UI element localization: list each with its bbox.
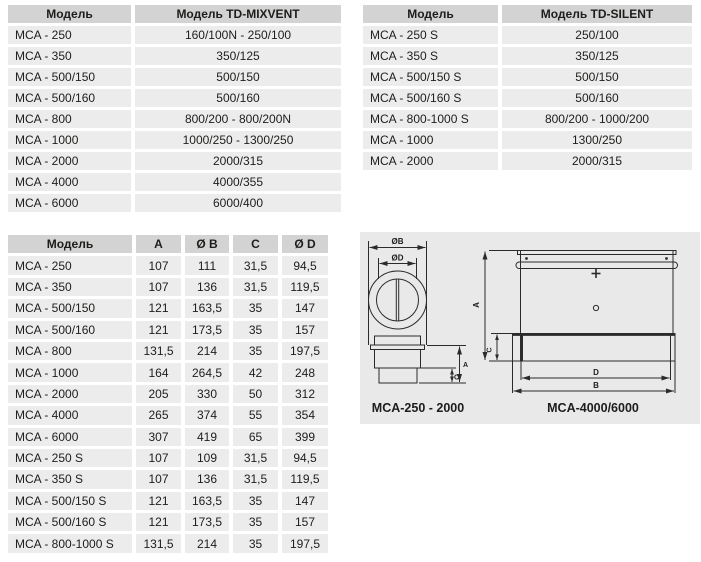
table-row bbox=[8, 131, 341, 149]
damper-circle bbox=[369, 271, 427, 329]
table-row bbox=[8, 278, 328, 296]
table-row bbox=[8, 513, 328, 531]
dim-a-left bbox=[419, 346, 468, 384]
table-row bbox=[8, 321, 328, 339]
table-row bbox=[8, 173, 341, 191]
box-body bbox=[516, 251, 678, 334]
value-cell: 500/150 bbox=[502, 68, 692, 86]
model-cell: MCA - 1000 bbox=[363, 131, 498, 149]
table-row bbox=[8, 299, 328, 317]
screw-dot bbox=[665, 257, 668, 260]
value-cell: 119,5 bbox=[282, 278, 328, 296]
table-header-row bbox=[363, 5, 692, 23]
value-cell: 4000/355 bbox=[135, 173, 341, 191]
value-cell: 35 bbox=[233, 534, 278, 552]
value-cell: 65 bbox=[233, 428, 278, 446]
dim-od-label: ØD bbox=[391, 253, 404, 263]
value-cell: 107 bbox=[136, 470, 181, 488]
value-cell: 94,5 bbox=[282, 256, 328, 274]
value-cell: 214 bbox=[185, 534, 229, 552]
model-cell: MCA - 350 S bbox=[8, 470, 132, 488]
value-cell: 157 bbox=[282, 321, 328, 339]
table-row bbox=[8, 534, 328, 552]
left-drawing-caption: MCA-250 - 2000 bbox=[371, 401, 465, 415]
table-row bbox=[8, 89, 341, 107]
value-cell: 2000/315 bbox=[502, 152, 692, 170]
value-cell: 109 bbox=[185, 449, 229, 467]
table-row bbox=[8, 385, 328, 403]
value-cell: 131,5 bbox=[136, 534, 181, 552]
table-row bbox=[8, 68, 341, 86]
dimension-drawings-panel bbox=[360, 232, 700, 424]
column-header-td-silent: Модель TD-SILENT bbox=[502, 5, 692, 23]
value-cell: 248 bbox=[282, 363, 328, 381]
table-row bbox=[8, 428, 328, 446]
value-cell: 205 bbox=[136, 385, 181, 403]
model-cell: MCA - 250 S bbox=[8, 449, 132, 467]
column-header-od: Ø D bbox=[282, 235, 328, 253]
model-cell: MCA - 6000 bbox=[8, 194, 131, 212]
table-row bbox=[8, 110, 341, 128]
value-cell: 35 bbox=[233, 321, 278, 339]
value-cell: 119,5 bbox=[282, 470, 328, 488]
column-header-ob: Ø B bbox=[185, 235, 229, 253]
value-cell: 147 bbox=[282, 492, 328, 510]
value-cell: 107 bbox=[136, 256, 181, 274]
value-cell: 800/200 - 800/200N bbox=[135, 110, 341, 128]
drawing-damper-front-view bbox=[369, 237, 469, 415]
model-cell: MCA - 350 S bbox=[363, 47, 498, 65]
table-header-row bbox=[8, 5, 341, 23]
table-row bbox=[8, 26, 341, 44]
model-cell: MCA - 250 S bbox=[363, 26, 498, 44]
value-cell: 35 bbox=[233, 513, 278, 531]
value-cell: 307 bbox=[136, 428, 181, 446]
dim-od bbox=[379, 254, 417, 280]
column-header-a: A bbox=[136, 235, 181, 253]
table-row bbox=[8, 152, 341, 170]
model-cell: MCA - 800 bbox=[8, 342, 132, 360]
value-cell: 121 bbox=[136, 513, 181, 531]
model-cell: MCA - 2000 bbox=[8, 385, 132, 403]
table-row bbox=[363, 68, 692, 86]
drawing-box-side-view bbox=[472, 251, 678, 416]
bead-rib bbox=[516, 262, 678, 269]
dim-d-label: D bbox=[593, 368, 599, 377]
model-cell: MCA - 1000 bbox=[8, 131, 131, 149]
dim-c-label: C bbox=[454, 374, 460, 382]
dimensions-table bbox=[8, 235, 328, 553]
value-cell: 800/200 - 1000/200 bbox=[502, 110, 692, 128]
model-cell: MCA - 4000 bbox=[8, 173, 131, 191]
dim-c-left bbox=[418, 368, 459, 382]
model-cell: MCA - 800-1000 S bbox=[8, 534, 132, 552]
table-header-row bbox=[8, 235, 328, 253]
model-cell: MCA - 6000 bbox=[8, 428, 132, 446]
value-cell: 163,5 bbox=[185, 299, 229, 317]
table-row bbox=[363, 47, 692, 65]
value-cell: 121 bbox=[136, 321, 181, 339]
table-row bbox=[363, 131, 692, 149]
table-row bbox=[8, 47, 341, 65]
value-cell: 163,5 bbox=[185, 492, 229, 510]
model-cell: MCA - 2000 bbox=[363, 152, 498, 170]
value-cell: 121 bbox=[136, 492, 181, 510]
dim-a-label: A bbox=[463, 362, 469, 369]
value-cell: 35 bbox=[233, 492, 278, 510]
value-cell: 354 bbox=[282, 406, 328, 424]
damper-side-view bbox=[371, 336, 425, 383]
technical-drawing bbox=[360, 232, 700, 424]
table-row bbox=[363, 152, 692, 170]
right-drawing-caption: MCA-4000/6000 bbox=[547, 401, 639, 415]
table-row bbox=[8, 363, 328, 381]
value-cell: 160/100N - 250/100 bbox=[135, 26, 341, 44]
value-cell: 147 bbox=[282, 299, 328, 317]
table-row bbox=[8, 492, 328, 510]
model-cell: MCA - 500/160 bbox=[8, 89, 131, 107]
value-cell: 121 bbox=[136, 299, 181, 317]
value-cell: 1000/250 - 1300/250 bbox=[135, 131, 341, 149]
value-cell: 31,5 bbox=[233, 278, 278, 296]
silent-table bbox=[363, 5, 692, 170]
value-cell: 312 bbox=[282, 385, 328, 403]
value-cell: 173,5 bbox=[185, 321, 229, 339]
value-cell: 173,5 bbox=[185, 513, 229, 531]
model-cell: MCA - 1000 bbox=[8, 363, 132, 381]
value-cell: 500/160 bbox=[502, 89, 692, 107]
value-cell: 157 bbox=[282, 513, 328, 531]
value-cell: 50 bbox=[233, 385, 278, 403]
model-cell: MCA - 500/150 bbox=[8, 299, 132, 317]
value-cell: 374 bbox=[185, 406, 229, 424]
column-header-model: Модель bbox=[8, 5, 131, 23]
model-cell: MCA - 350 bbox=[8, 278, 132, 296]
model-cell: MCA - 500/150 S bbox=[363, 68, 498, 86]
dim-c-right bbox=[487, 334, 514, 361]
table-row bbox=[8, 449, 328, 467]
model-cell: MCA - 500/160 S bbox=[363, 89, 498, 107]
value-cell: 197,5 bbox=[282, 534, 328, 552]
box-flange bbox=[513, 334, 676, 362]
value-cell: 500/150 bbox=[135, 68, 341, 86]
model-cell: MCA - 250 bbox=[8, 26, 131, 44]
dim-d bbox=[521, 334, 671, 381]
value-cell: 35 bbox=[233, 342, 278, 360]
value-cell: 350/125 bbox=[502, 47, 692, 65]
value-cell: 136 bbox=[185, 470, 229, 488]
dim-b bbox=[513, 361, 676, 393]
value-cell: 31,5 bbox=[233, 449, 278, 467]
hole-marker bbox=[593, 305, 598, 310]
value-cell: 6000/400 bbox=[135, 194, 341, 212]
value-cell: 197,5 bbox=[282, 342, 328, 360]
model-cell: MCA - 500/150 bbox=[8, 68, 131, 86]
dim-ob-label: ØB bbox=[391, 237, 404, 246]
value-cell: 35 bbox=[233, 299, 278, 317]
value-cell: 214 bbox=[185, 342, 229, 360]
table-row bbox=[8, 256, 328, 274]
value-cell: 399 bbox=[282, 428, 328, 446]
model-cell: MCA - 800 bbox=[8, 110, 131, 128]
value-cell: 131,5 bbox=[136, 342, 181, 360]
value-cell: 136 bbox=[185, 278, 229, 296]
column-header-c: C bbox=[233, 235, 278, 253]
model-cell: MCA - 500/160 S bbox=[8, 513, 132, 531]
table-row bbox=[363, 110, 692, 128]
value-cell: 250/100 bbox=[502, 26, 692, 44]
value-cell: 107 bbox=[136, 278, 181, 296]
table-row bbox=[8, 470, 328, 488]
table-row bbox=[363, 89, 692, 107]
column-header-model: Модель bbox=[8, 235, 132, 253]
value-cell: 2000/315 bbox=[135, 152, 341, 170]
value-cell: 265 bbox=[136, 406, 181, 424]
value-cell: 1300/250 bbox=[502, 131, 692, 149]
value-cell: 94,5 bbox=[282, 449, 328, 467]
value-cell: 42 bbox=[233, 363, 278, 381]
dim-c-label: C bbox=[486, 347, 494, 353]
value-cell: 107 bbox=[136, 449, 181, 467]
value-cell: 330 bbox=[185, 385, 229, 403]
column-header-model: Модель bbox=[363, 5, 498, 23]
value-cell: 350/125 bbox=[135, 47, 341, 65]
mixvent-table bbox=[8, 5, 341, 212]
dim-b-label: B bbox=[593, 381, 599, 390]
value-cell: 164 bbox=[136, 363, 181, 381]
value-cell: 55 bbox=[233, 406, 278, 424]
value-cell: 264,5 bbox=[185, 363, 229, 381]
model-cell: MCA - 800-1000 S bbox=[363, 110, 498, 128]
center-cross-marker bbox=[592, 269, 601, 278]
screw-dot bbox=[525, 257, 528, 260]
table-row bbox=[8, 342, 328, 360]
value-cell: 500/160 bbox=[135, 89, 341, 107]
value-cell: 31,5 bbox=[233, 256, 278, 274]
dim-a-label: A bbox=[472, 302, 481, 308]
model-cell: MCA - 2000 bbox=[8, 152, 131, 170]
model-cell: MCA - 500/150 S bbox=[8, 492, 132, 510]
model-cell: MCA - 4000 bbox=[8, 406, 132, 424]
model-cell: MCA - 250 bbox=[8, 256, 132, 274]
model-cell: MCA - 500/160 bbox=[8, 321, 132, 339]
value-cell: 111 bbox=[185, 256, 229, 274]
table-row bbox=[363, 26, 692, 44]
model-cell: MCA - 350 bbox=[8, 47, 131, 65]
value-cell: 419 bbox=[185, 428, 229, 446]
table-row bbox=[8, 406, 328, 424]
table-row bbox=[8, 194, 341, 212]
column-header-td-mixvent: Модель TD-MIXVENT bbox=[135, 5, 341, 23]
value-cell: 31,5 bbox=[233, 470, 278, 488]
